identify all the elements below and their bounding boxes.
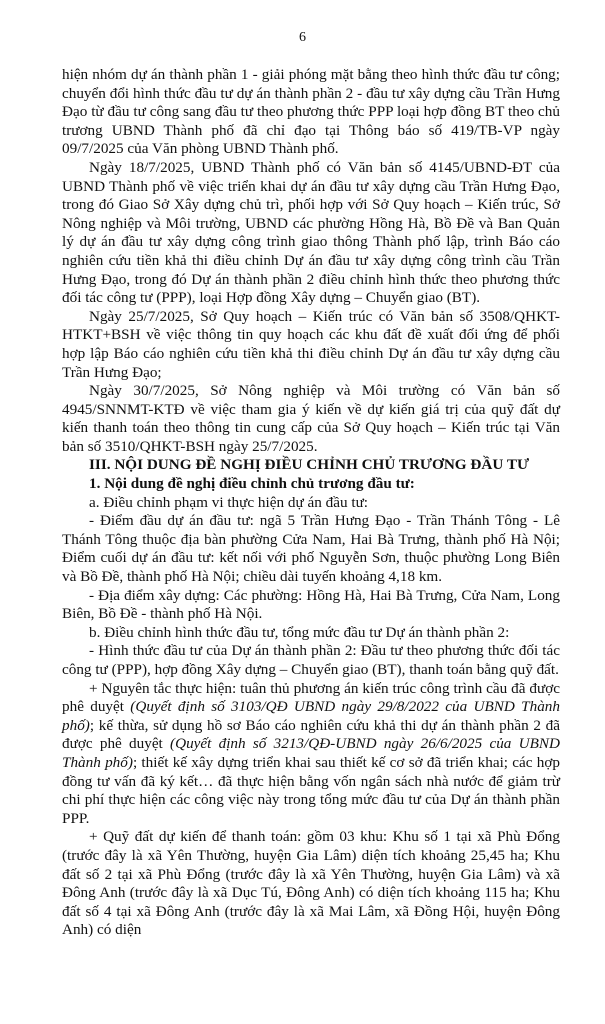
paragraph-18-7-2025: Ngày 18/7/2025, UBND Thành phố có Văn bản số 4145/UBND-ĐT của UBND Thành phố về việc triển khai dự án đầu tư xây dựng cầu Trần Hưng Đạo, trong đó Giao Sở Xây dựng chủ trì, phối hợp với Sở Quy hoạch – Kiến trúc, Sở Nông nghiệp và Môi trường, UBND các phường Hồng Hà, Bồ Đề và Ban Quản lý dự án đầu tư xây dựng công trình giao thông Thành phố lập, trình Báo cáo nghiên cứu tiền khả thi điều chỉnh Dự án đầu tư xây dựng công trình cầu Trần Hưng Đạo, trong đó Dự án thành phần 2 điều chỉnh hình thức theo phương thức đối tác công tư (PPP), loại Hợp đồng Xây dựng – Chuyển giao (BT). [62, 158, 560, 307]
section-heading-iii: III. NỘI DUNG ĐỀ NGHỊ ĐIỀU CHỈNH CHỦ TRƯƠNG ĐẦU TƯ [89, 456, 530, 474]
principles-text-1: + Nguyên tắc thực hiện: tuân thủ phương án kiến trúc công trình cầu đã được phê duyệt [62, 679, 560, 716]
page-number: 6 [299, 30, 306, 45]
paragraph-30-7-2025: Ngày 30/7/2025, Sở Nông nghiệp và Môi trường có Văn bản số 4945/SNNMT-KTĐ về việc tham gia ý kiến về dự kiến giá trị của quỹ đất dự kiến thanh toán theo thông tin cung cấp của Sở Quy hoạch – Kiến trúc tại Văn bản số 3510/QHKT-BSH ngày 25/7/2025. [62, 382, 560, 455]
bullet-investment-form: - Hình thức đầu tư của Dự án thành phần 2: Đầu tư theo phương thức đối tác công tư (PPP), hợp đồng Xây dựng – Chuyển giao (BT), thanh toán bằng quỹ đất. [62, 642, 560, 678]
decision-3213-reference: (Quyết định số 3213/QĐ-UBND ngày 26/6/2025 của UBND Thành phố) [62, 735, 560, 771]
item-b-heading: b. Điều chỉnh hình thức đầu tư, tổng mức đầu tư Dự án thành phần 2: [89, 623, 510, 641]
bullet-land-fund: + Quỹ đất dự kiến để thanh toán: gồm 03 khu: Khu số 1 tại xã Phù Đổng (trước đây là xã Yên Thường, huyện Gia Lâm) diện tích khoảng 25,45 ha; Khu đất số 2 tại xã Phù Đổng (trước đây là xã Yên Thường, huyện Gia Lâm) và xã Đông Anh (trước đây là xã Dục Tú, Đông Anh) có diện tích khoảng 115 ha; Khu đất số 4 tại xã Đông Anh (trước đây là xã Mai Lâm, xã Đồng Hội, huyện Đông Anh) có diện [62, 828, 560, 939]
bullet-implementation-principles [62, 680, 560, 829]
subsection-heading-1: 1. Nội dung đề nghị điều chỉnh chủ trương đầu tư: [89, 475, 415, 493]
document-body [62, 66, 560, 940]
principles-text-3: ; thiết kế xây dựng triển khai sau thiết kế cơ sở đã triển khai; các hợp đồng tư vấn đã ký kết… đã thực hiện bằng vốn ngân sách nhà nước để giảm trừ chi phí thực hiện các công việc này trong tổng mức đầu tư của Dự án thành phần PPP. [62, 753, 560, 827]
decision-3103-reference: (Quyết định số 3103/QĐ UBND ngày 29/8/2022 của UBND Thành phố) [62, 698, 560, 734]
principles-text-2: ; kế thừa, sử dụng hồ sơ Báo cáo nghiên cứu khả thi dự án thành phần 2 đã được phê duyệt [62, 716, 560, 753]
paragraph-25-7-2025: Ngày 25/7/2025, Sở Quy hoạch – Kiến trúc có Văn bản số 3508/QHKT-HTKT+BSH về việc thông tin quy hoạch các khu đất đề xuất đối ứng để phối hợp lập Báo cáo nghiên cứu tiền khả thi điều chỉnh Dự án đầu tư xây dựng cầu Trần Hưng Đạo; [62, 307, 560, 381]
bullet-construction-location: - Địa điểm xây dựng: Các phường: Hồng Hà, Hai Bà Trưng, Cửa Nam, Long Biên, Bồ Đề - thành phố Hà Nội. [62, 586, 560, 623]
bullet-start-end-points: - Điểm đầu dự án đầu tư: ngã 5 Trần Hưng Đạo - Trần Thánh Tông - Lê Thánh Tông thuộc địa bàn phường Cửa Nam, Hai Bà Trưng, thành phố Hà Nội; Điểm cuối dự án đầu tư: kết nối với phố Nguyễn Sơn, thuộc phường Long Biên và Bồ Đề, thành phố Hà Nội; chiều dài tuyến khoảng 4,18 km. [62, 512, 560, 586]
paragraph-continuation: hiện nhóm dự án thành phần 1 - giải phóng mặt bằng theo hình thức đầu tư công; chuyển đổi hình thức đầu tư dự án thành phần 2 - đầu tư xây dựng cầu Trần Hưng Đạo từ đầu tư công sang đầu tư theo phương thức PPP loại hợp đồng BT theo chủ trương UBND Thành phố đã chỉ đạo tại Thông báo số 419/TB-VP ngày 09/7/2025 của Văn phòng UBND Thành phố. [62, 66, 560, 158]
item-a-heading: a. Điều chỉnh phạm vi thực hiện dự án đầu tư: [89, 493, 369, 511]
